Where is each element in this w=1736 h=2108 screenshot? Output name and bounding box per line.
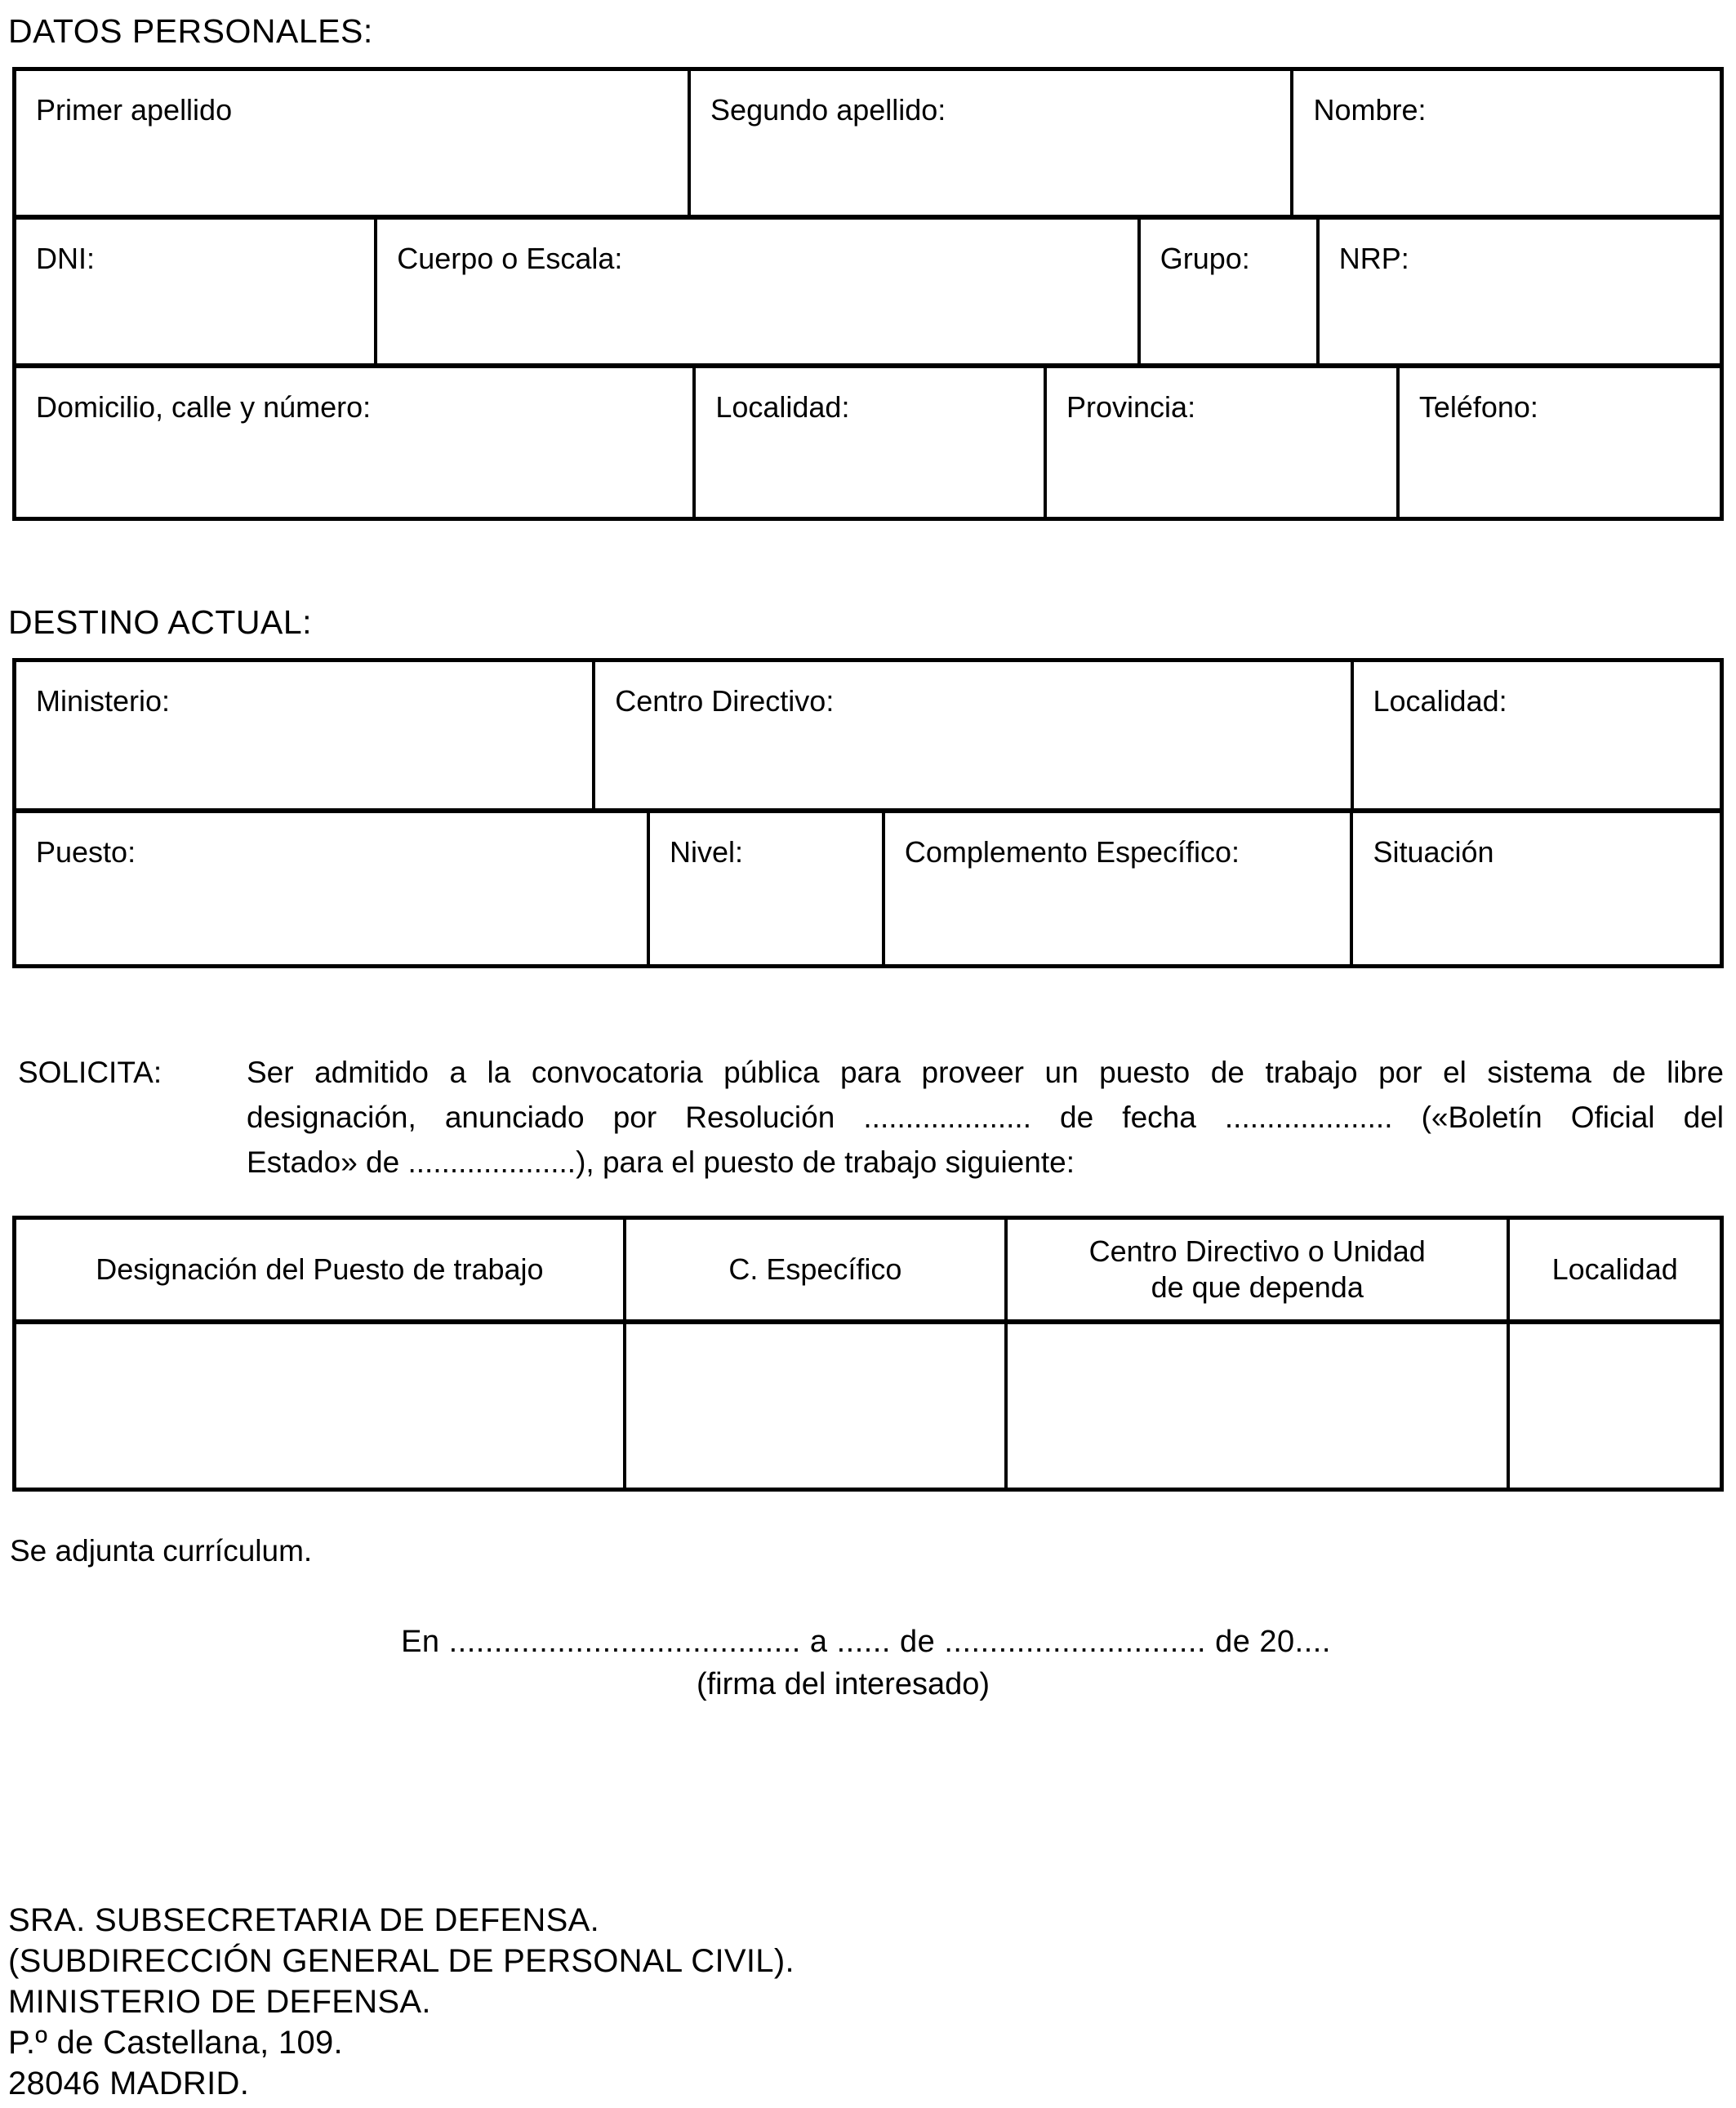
header-cell-centro-directivo	[1008, 1220, 1510, 1319]
field-label-nivel: Nivel:	[669, 835, 744, 869]
header-cell-localidad	[1510, 1220, 1720, 1319]
destinatario-line-4: P.º de Castellana, 109.	[8, 2025, 343, 2061]
column-header-c-especifico: C. Específico	[728, 1252, 902, 1286]
empty-cell-centro-directivo	[1008, 1324, 1510, 1488]
field-label-centro-directivo: Centro Directivo:	[615, 684, 835, 718]
field-label-dni: DNI:	[36, 242, 95, 275]
cell-complemento-especifico	[885, 813, 1354, 964]
datos-personales-table	[12, 67, 1724, 521]
cell-destino-localidad	[1354, 662, 1720, 808]
table-row	[16, 220, 1720, 368]
fecha-blank-line: En ....................................... a ...... de ............................. de 20....	[401, 1625, 1331, 1659]
cell-nrp	[1320, 220, 1720, 363]
table-row	[16, 662, 1720, 813]
cell-grupo	[1141, 220, 1320, 363]
field-label-destino-localidad: Localidad:	[1373, 684, 1507, 718]
cell-ministerio	[16, 662, 595, 808]
adjunta-curriculum-note: Se adjunta currículum.	[10, 1534, 313, 1568]
cell-nombre	[1293, 71, 1720, 215]
cell-domicilio	[16, 368, 696, 517]
column-header-centro-line-2: de que dependa	[1151, 1270, 1364, 1304]
destinatario-address-block	[8, 1900, 1724, 2104]
column-header-centro-directivo	[1089, 1234, 1426, 1305]
table-header-row	[16, 1220, 1720, 1324]
column-header-centro-line-1: Centro Directivo o Unidad	[1088, 1234, 1426, 1268]
datos-personales-heading: DATOS PERSONALES:	[8, 12, 373, 50]
cell-nivel	[650, 813, 885, 964]
header-cell-c-especifico	[626, 1220, 1008, 1319]
destinatario-line-5: 28046 MADRID.	[8, 2066, 250, 2101]
destino-actual-heading: DESTINO ACTUAL:	[8, 603, 313, 641]
cell-segundo-apellido	[691, 71, 1293, 215]
field-label-complemento-especifico: Complemento Específico:	[904, 835, 1240, 869]
field-label-localidad: Localidad:	[715, 390, 850, 424]
field-label-primer-apellido: Primer apellido	[36, 93, 233, 127]
cell-situacion	[1353, 813, 1719, 964]
field-label-telefono: Teléfono:	[1418, 390, 1538, 424]
table-row	[16, 71, 1720, 220]
cell-puesto	[16, 813, 650, 964]
field-label-provincia: Provincia:	[1066, 390, 1196, 424]
solicita-text-line-3: Estado» de ....................), para el puesto de trabajo siguiente:	[247, 1145, 1075, 1179]
table-empty-row	[16, 1324, 1720, 1488]
field-label-cuerpo-escala: Cuerpo o Escala:	[397, 242, 623, 275]
cell-primer-apellido	[16, 71, 691, 215]
table-row	[16, 813, 1720, 964]
empty-cell-designacion	[16, 1324, 626, 1488]
cell-localidad	[696, 368, 1047, 517]
cell-cuerpo-escala	[377, 220, 1141, 363]
destinatario-line-1: SRA. SUBSECRETARIA DE DEFENSA.	[8, 1902, 599, 1938]
puesto-solicitado-table	[12, 1216, 1724, 1492]
field-label-nombre: Nombre:	[1313, 93, 1427, 127]
column-header-designacion: Designación del Puesto de trabajo	[96, 1252, 544, 1286]
solicita-label: SOLICITA:	[18, 1056, 162, 1089]
field-label-situacion: Situación	[1373, 835, 1494, 869]
cell-provincia	[1047, 368, 1400, 517]
field-label-domicilio: Domicilio, calle y número:	[36, 390, 372, 424]
cell-centro-directivo	[595, 662, 1353, 808]
field-label-segundo-apellido: Segundo apellido:	[710, 93, 946, 127]
column-header-localidad: Localidad	[1551, 1252, 1678, 1286]
empty-cell-localidad	[1510, 1324, 1720, 1488]
field-label-nrp: NRP:	[1338, 242, 1409, 275]
table-row	[16, 368, 1720, 517]
destinatario-line-3: MINISTERIO DE DEFENSA.	[8, 1984, 431, 2020]
destino-actual-table	[12, 658, 1724, 968]
solicita-paragraph	[8, 1050, 1724, 1185]
solicita-text-line-2: designación, anunciado por Resolución .................... de fecha .................... («Boletín Oficial del	[247, 1101, 1724, 1134]
field-label-ministerio: Ministerio:	[36, 684, 171, 718]
field-label-grupo: Grupo:	[1160, 242, 1250, 275]
field-label-puesto: Puesto:	[36, 835, 136, 869]
destinatario-line-2: (SUBDIRECCIÓN GENERAL DE PERSONAL CIVIL).	[8, 1943, 795, 1979]
firma-interesado-caption: (firma del interesado)	[696, 1667, 990, 1701]
empty-cell-c-especifico	[626, 1324, 1008, 1488]
solicita-text-line-1: Ser admitido a la convocatoria pública para proveer un puesto de trabajo por el sistema de libre	[247, 1056, 1724, 1089]
cell-telefono	[1400, 368, 1720, 517]
header-cell-designacion	[16, 1220, 626, 1319]
cell-dni	[16, 220, 377, 363]
